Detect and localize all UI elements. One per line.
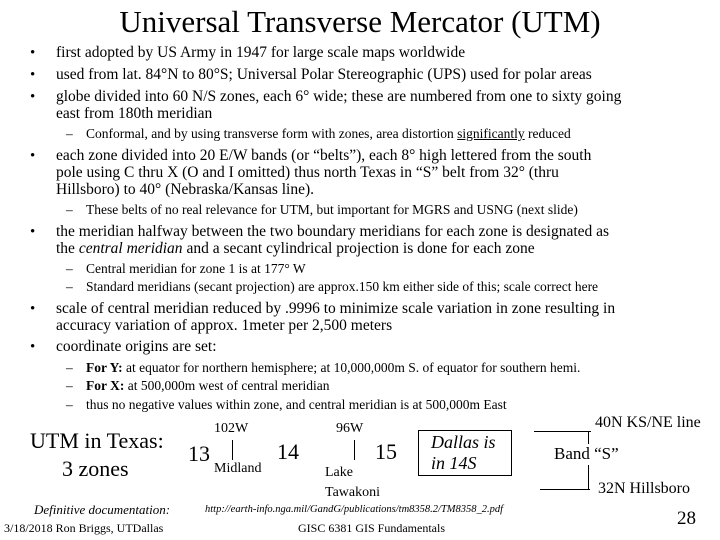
sub-dash: – bbox=[66, 360, 73, 375]
sub-zone1-meridian: Central meridian for zone 1 is at 177° W bbox=[86, 261, 306, 276]
band-s-label: Band “S” bbox=[554, 444, 619, 463]
doc-label: Definitive documentation: bbox=[34, 502, 171, 517]
meridian-102w-label: 102W bbox=[214, 421, 249, 436]
band-bottom-line bbox=[540, 489, 590, 490]
bullet-marker: • bbox=[30, 89, 36, 105]
meridian-96w-label: 96W bbox=[336, 421, 364, 436]
midland-label: Midland bbox=[214, 461, 262, 476]
dallas-text-line1: Dallas is bbox=[431, 432, 496, 452]
bullet-bands-line1: each zone divided into 20 E/W bands (or “belts”), each 8° high lettered from the south bbox=[56, 147, 592, 164]
bullet-central-meridian-line2: the central meridian and a secant cylindrical projection is done for each zone bbox=[56, 240, 535, 257]
bullet-origins: coordinate origins are set: bbox=[56, 338, 217, 355]
band-top-arrow bbox=[588, 431, 589, 444]
sub-belts-relevance: These belts of no real relevance for UTM, but important for MGRS and USNG (next slide) bbox=[86, 202, 578, 217]
lake-label-line2: Tawakoni bbox=[325, 485, 381, 500]
band-bottom-arrow bbox=[588, 465, 589, 489]
texas-label-line1: UTM in Texas: bbox=[30, 428, 164, 453]
bullet-marker: • bbox=[30, 148, 36, 164]
sub-dash: – bbox=[66, 279, 73, 294]
bullet-marker: • bbox=[30, 339, 36, 355]
meridian-96w-line bbox=[354, 440, 355, 460]
ks-ne-line-label: 40N KS/NE line bbox=[595, 414, 701, 431]
sub-conformal: Conformal, and by using transverse form with zones, area distortion significantly reduced bbox=[86, 126, 571, 141]
sub-standard-meridians: Standard meridians (secant projection) are approx.150 km either side of this; scale correct here bbox=[86, 279, 599, 294]
bullet-marker: • bbox=[30, 45, 36, 61]
bullet-zones-line2: east from 180th meridian bbox=[56, 105, 213, 122]
bullet-bands-line3: Hillsboro) to 40° (Nebraska/Kansas line). bbox=[56, 181, 315, 198]
doc-link[interactable]: http://earth-info.nga.mil/GandG/publications/tm8358.2/TM8358_2.pdf bbox=[205, 504, 504, 515]
dallas-text-line2: in 14S bbox=[431, 453, 477, 473]
hillsboro-label: 32N Hillsboro bbox=[598, 480, 690, 497]
texas-label-line2: 3 zones bbox=[62, 456, 129, 481]
zone-13-label: 13 bbox=[188, 441, 210, 466]
bullet-central-meridian-line1: the meridian halfway between the two boundary meridians for each zone is designated as bbox=[56, 223, 610, 240]
bullet-zones-line1: globe divided into 60 N/S zones, each 6° wide; these are numbered from one to sixty going bbox=[56, 88, 622, 105]
slide-title: Universal Transverse Mercator (UTM) bbox=[119, 4, 601, 39]
sub-origin-x: For X: at 500,000m west of central meridian bbox=[86, 378, 330, 393]
sub-dash: – bbox=[66, 202, 73, 217]
bullet-latitude-range: used from lat. 84°N to 80°S; Universal Polar Stereographic (UPS) used for polar areas bbox=[56, 66, 592, 83]
meridian-102w-line bbox=[232, 440, 233, 460]
date-author: 3/18/2018 Ron Briggs, UTDallas bbox=[4, 521, 164, 535]
sub-origin-y: For Y: at equator for northern hemisphere; at 10,000,000m S. of equator for southern hemi. bbox=[86, 360, 581, 375]
bullet-army-1947: first adopted by US Army in 1947 for large scale maps worldwide bbox=[56, 44, 466, 61]
bullet-scale-line2: accuracy variation of approx. 1meter per 2,500 meters bbox=[56, 317, 393, 334]
bullet-scale-line1: scale of central meridian reduced by .9996 to minimize scale variation in zone resulting in bbox=[56, 300, 616, 317]
bullet-marker: • bbox=[30, 224, 36, 240]
sub-no-negative: thus no negative values within zone, and central meridian is at 500,000m East bbox=[86, 397, 507, 412]
bullet-marker: • bbox=[30, 67, 36, 83]
sub-dash: – bbox=[66, 126, 73, 141]
band-top-line bbox=[534, 431, 591, 432]
sub-dash: – bbox=[66, 261, 73, 276]
bullet-bands-line2: pole using C thru X (O and I omitted) thus north Texas in “S” belt from 32° (thru bbox=[56, 164, 559, 181]
sub-dash: – bbox=[66, 378, 73, 393]
lake-label-line1: Lake bbox=[325, 465, 353, 480]
bullet-marker: • bbox=[30, 301, 36, 317]
page-number: 28 bbox=[677, 508, 696, 529]
zone-14-label: 14 bbox=[277, 439, 299, 464]
zone-15-label: 15 bbox=[375, 439, 397, 464]
sub-dash: – bbox=[66, 397, 73, 412]
course-name: GISC 6381 GIS Fundamentals bbox=[298, 521, 445, 535]
